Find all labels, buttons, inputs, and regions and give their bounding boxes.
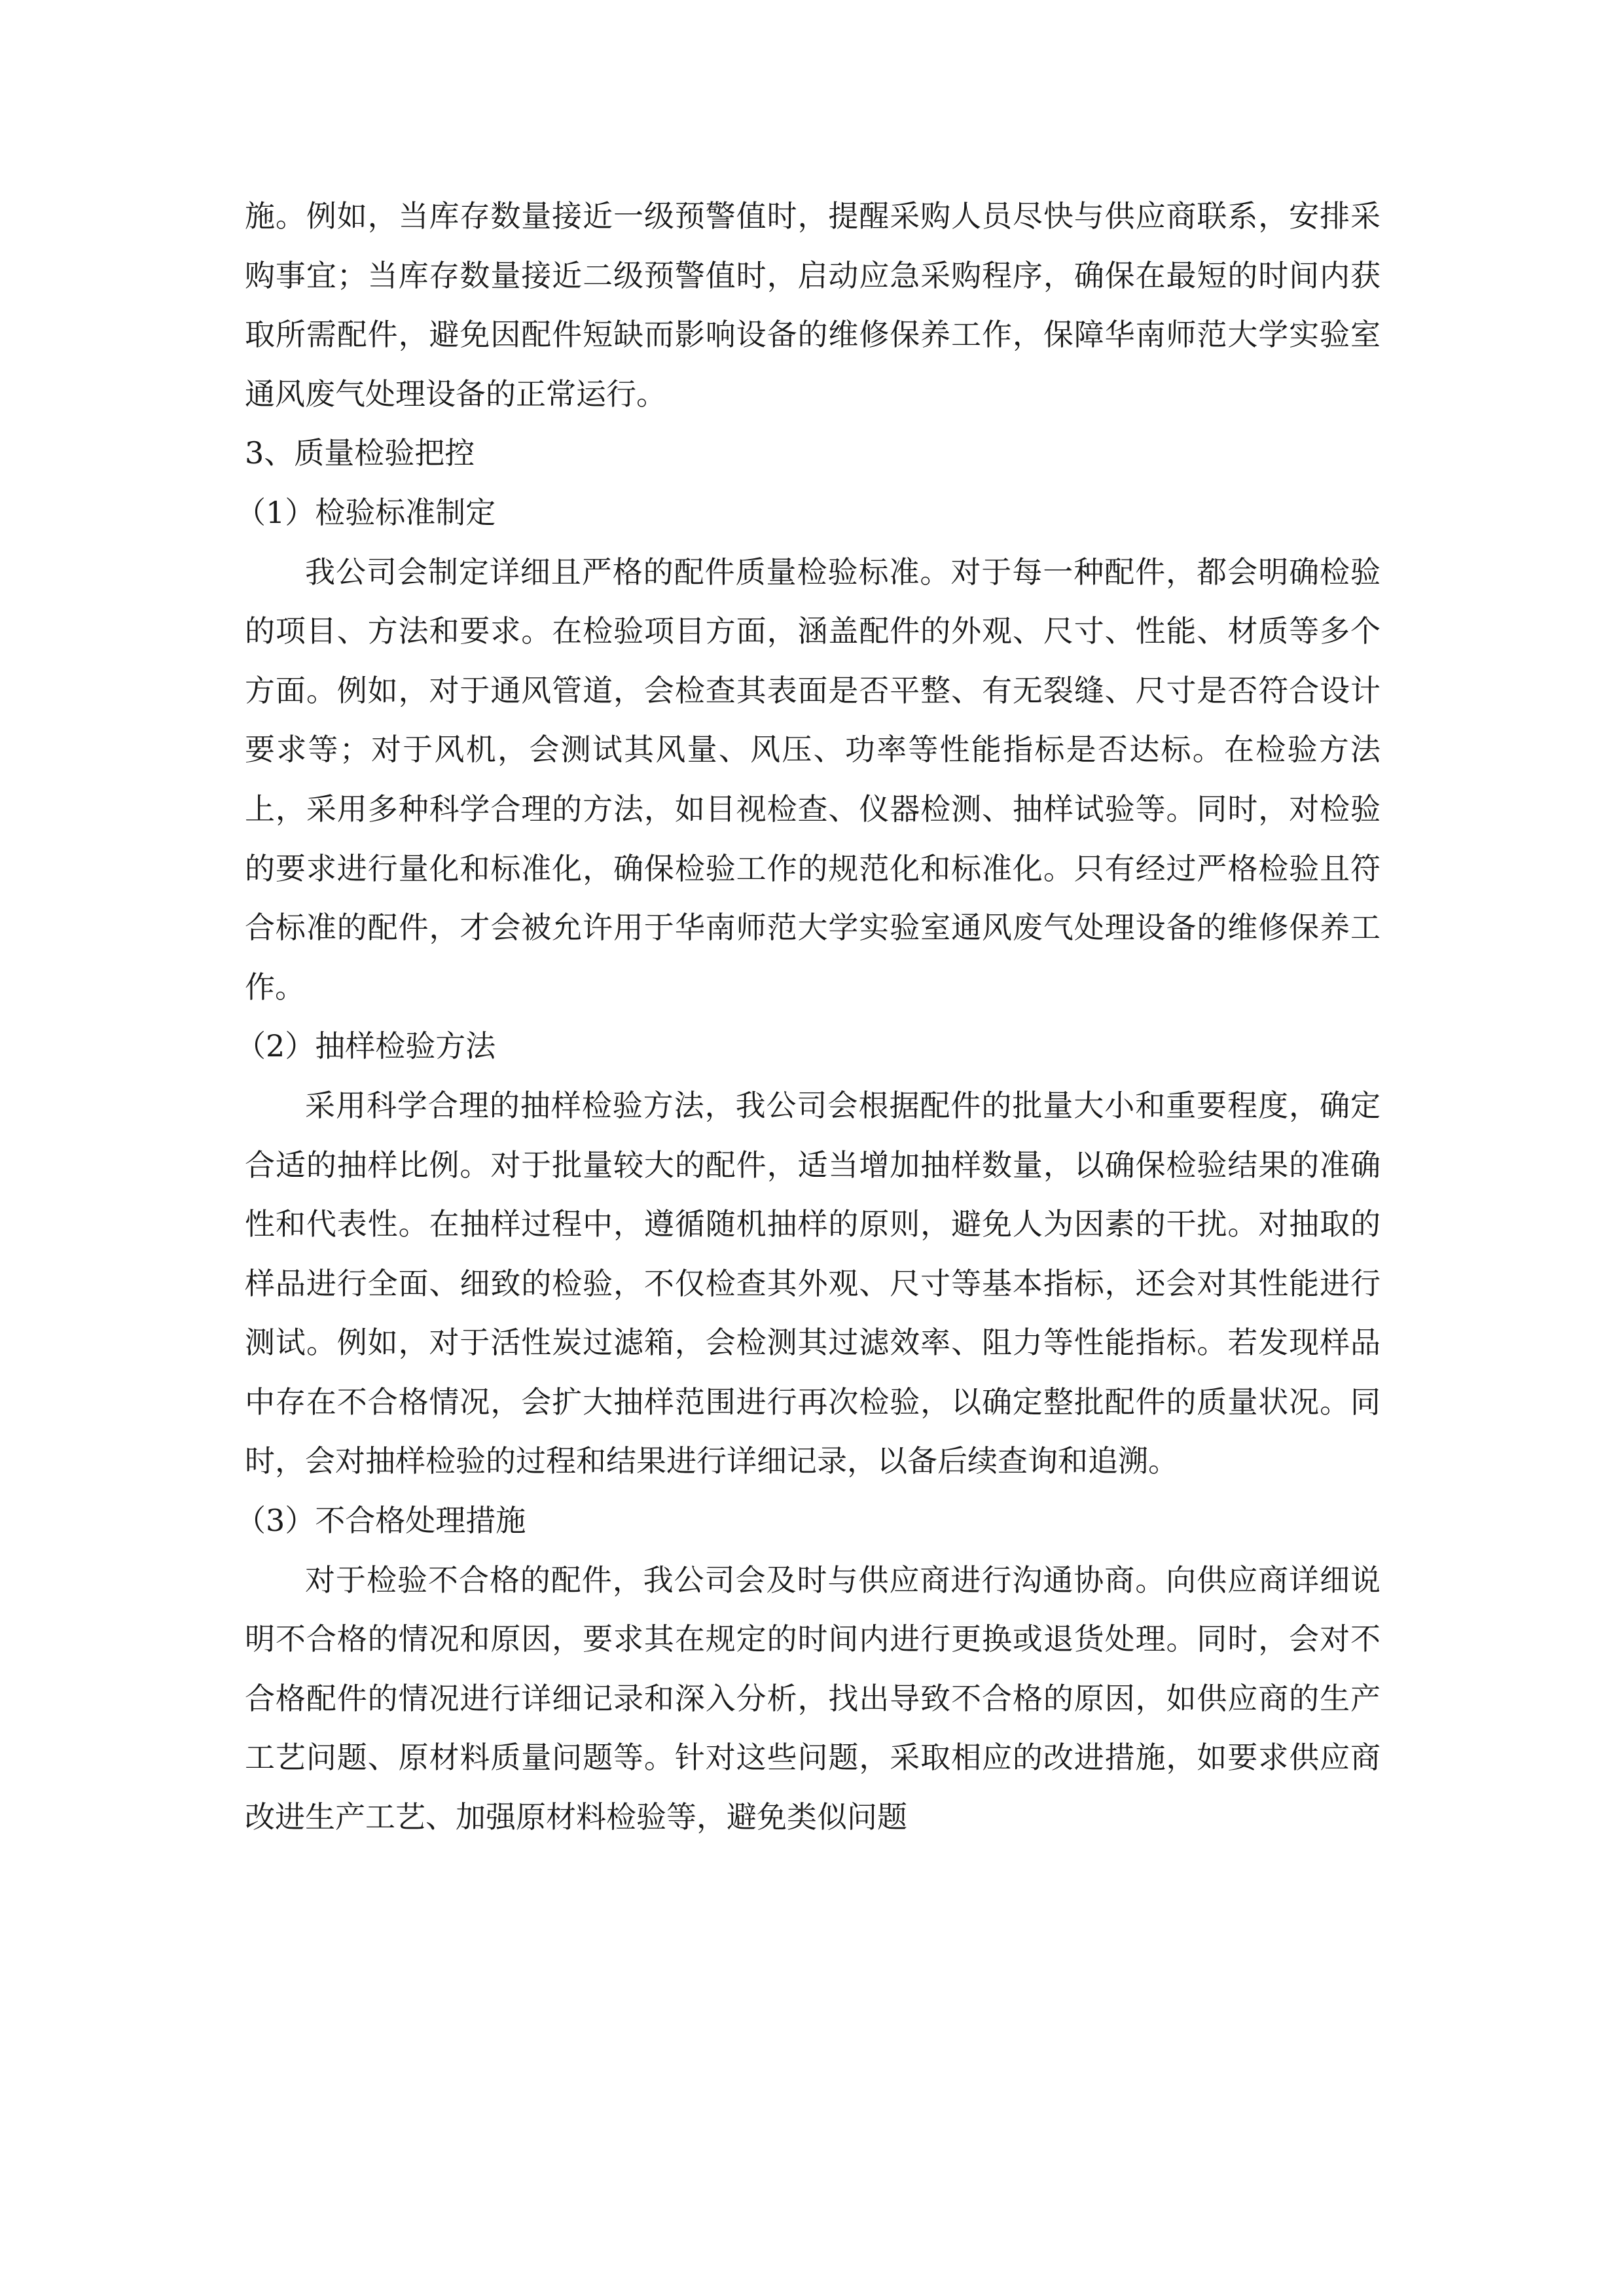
paragraph-sampling-method: 采用科学合理的抽样检验方法，我公司会根据配件的批量大小和重要程度，确定合适的抽样比例。对于批量较大的配件，适当增加抽样数量，以确保检验结果的准确性和代表性。在抽样过程中，遵循随机抽样的原则，避免人为因素的干扰。对抽取的样品进行全面、细致的检验，不仅检查其外观、尺寸等基本指标，还会对其性能进行测试。例如，对于活性炭过滤箱，会检测其过滤效率、阻力等性能指标。若发现样品中存在不合格情况，会扩大抽样范围进行再次检验，以确定整批配件的质量状况。同时，会对抽样检验的过程和结果进行详细记录，以备后续查询和追溯。: [245, 1087, 1380, 1479]
paragraph-inspection-standards: 我公司会制定详细且严格的配件质量检验标准。对于每一种配件，都会明确检验的项目、方法和要求。在检验项目方面，涵盖配件的外观、尺寸、性能、材质等多个方面。例如，对于通风管道，会检查其表面是否平整、有无裂缝、尺寸是否符合设计要求等；对于风机，会测试其风量、风压、功率等性能指标是否达标。在检验方法上，采用多种科学合理的方法，如目视检查、仪器检测、抽样试验等。同时，对检验的要求进行量化和标准化，确保检验工作的规范化和标准化。只有经过严格检验且符合标准的配件，才会被允许用于华南师范大学实验室通风废气处理设备的维修保养工作。: [245, 554, 1380, 1005]
subheading-inspection-standards: （1）检验标准制定: [236, 494, 496, 530]
document-body: [236, 187, 1380, 1847]
subheading-sampling-method: （2）抽样检验方法: [236, 1028, 496, 1064]
paragraph-continuation: 施。例如，当库存数量接近一级预警值时，提醒采购人员尽快与供应商联系，安排采购事宜；当库存数量接近二级预警值时，启动应急采购程序，确保在最短的时间内获取所需配件，避免因配件短缺而影响设备的维修保养工作，保障华南师范大学实验室通风废气处理设备的正常运行。: [245, 198, 1380, 412]
subheading-nonconformity-handling: （3）不合格处理措施: [236, 1503, 526, 1539]
section-heading-quality-inspection: 3、质量检验把控: [245, 435, 475, 471]
paragraph-nonconformity-handling: 对于检验不合格的配件，我公司会及时与供应商进行沟通协商。向供应商详细说明不合格的情况和原因，要求其在规定的时间内进行更换或退货处理。同时，会对不合格配件的情况进行详细记录和深入分析，找出导致不合格的原因，如供应商的生产工艺问题、原材料质量问题等。针对这些问题，采取相应的改进措施，如要求供应商改进生产工艺、加强原材料检验等，避免类似问题: [245, 1562, 1380, 1835]
